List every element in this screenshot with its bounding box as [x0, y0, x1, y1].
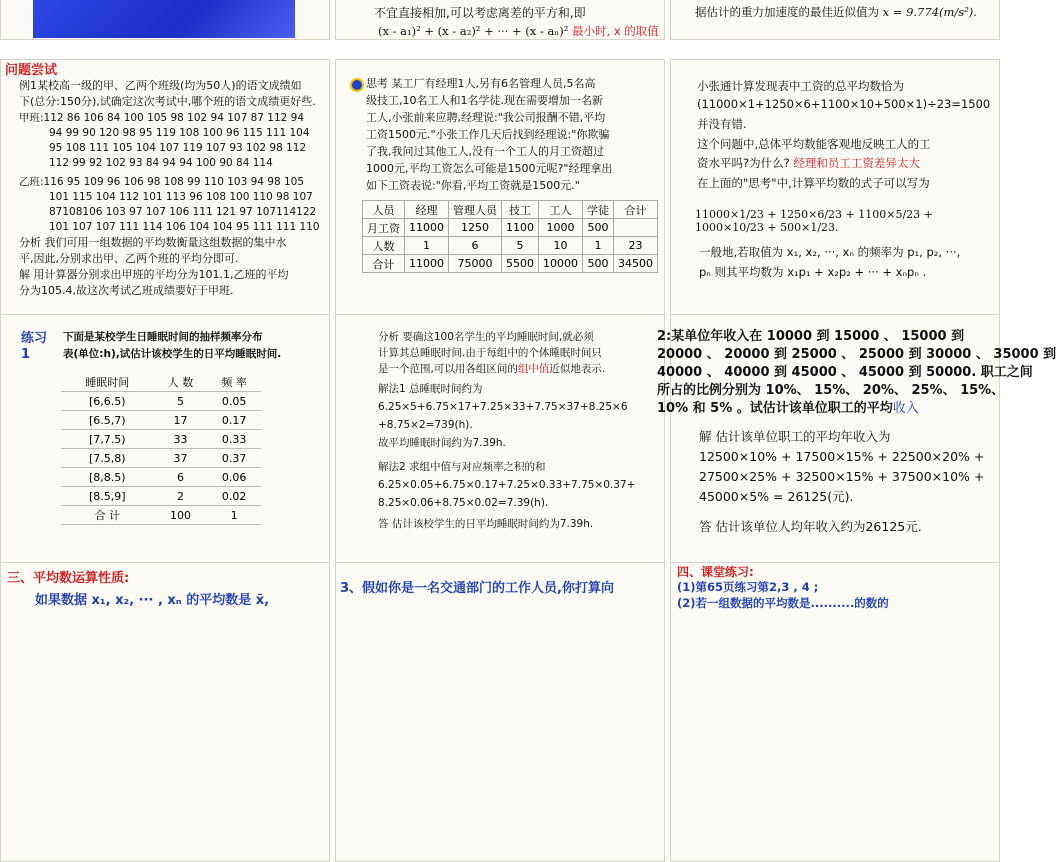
table-cell: 合计 — [614, 201, 658, 219]
slide-top-right — [670, 0, 1000, 40]
table-row — [61, 468, 261, 487]
table-cell: 5 — [502, 237, 539, 255]
table-cell: 工人 — [539, 201, 583, 219]
think-line: 思考 某工厂有经理1人,另有6名管理人员,5名高 — [366, 77, 596, 90]
analysis-line — [378, 363, 605, 376]
table-cell: 37 — [154, 449, 208, 468]
class-a-row: 112 99 92 102 93 84 94 94 100 90 84 114 — [49, 157, 273, 169]
table-cell: 2 — [154, 487, 208, 506]
table-cell: 34500 — [614, 255, 658, 273]
class-a-row: 甲班:112 86 106 84 100 105 98 102 94 107 87 112 94 — [19, 112, 305, 124]
table-cell: [7.5,8) — [61, 449, 154, 468]
calc-line: 这个问题中,总体平均数能客观地反映工人的工 — [697, 137, 931, 151]
think-line: 级技工,10名工人和1名学徒.现在需要增加一名新 — [366, 94, 603, 107]
slide-top-middle — [335, 0, 665, 40]
table-cell: 11000 — [405, 255, 449, 273]
exercise-line: (1)第65页练习第2,3 , 4 ; — [677, 580, 819, 594]
question-title: 3、假如你是一名交通部门的工作人员,你打算向 — [340, 581, 614, 596]
answer-line: 答 估计该单位人均年收入约为26125元. — [699, 519, 922, 534]
table-cell: 0.33 — [207, 430, 261, 449]
table-cell: 100 — [154, 506, 208, 525]
solution-2-line: 解法2 求组中值与对应频率之积的和 — [378, 461, 546, 473]
table-cell: 0.02 — [207, 487, 261, 506]
exercise-title: 练习1 — [21, 331, 48, 362]
slide-class-exercise — [670, 562, 1000, 862]
table-cell: 经理 — [405, 201, 449, 219]
table-cell — [614, 219, 658, 237]
table-cell: [7,7.5) — [61, 430, 154, 449]
table-cell: 5500 — [502, 255, 539, 273]
calc-line: (11000×1+1250×6+1100×10+500×1)÷23=1500 — [697, 97, 991, 111]
section-title: 四、课堂练习: — [677, 565, 754, 579]
solution-line: 27500×25% + 32500×15% + 37500×10% + — [699, 469, 985, 484]
table-cell: 合 计 — [61, 506, 154, 525]
solution-2-line: 6.25×0.05+6.75×0.17+7.25×0.33+7.75×0.37+ — [378, 479, 636, 491]
section-title: 三、平均数运算性质: — [7, 571, 130, 586]
solution-line: 解 用计算器分别求出甲班的平均分为101.1,乙班的平均 — [19, 268, 289, 281]
formula-body: (x - a₁)² + (x - a₂)² + ··· + (x - aₙ)² — [378, 24, 569, 38]
class-b-row: 乙班:116 95 109 96 106 98 108 99 110 103 94 98 105 — [19, 176, 305, 188]
solution-line: 12500×10% + 17500×15% + 22500×20% + — [699, 449, 985, 464]
analysis-line: 分析 我们可用一组数据的平均数衡量这组数据的集中水 — [19, 236, 287, 249]
table-cell: 500 — [583, 255, 614, 273]
think-line: 1000元,平均工资怎么可能是1500元呢?"经理拿出 — [366, 162, 613, 175]
question-text: 资水平吗?为什么? — [697, 156, 790, 170]
table-row — [363, 255, 658, 273]
example-intro-2: 下(总分:150分),试确定这次考试中,哪个班的语文成绩更好些. — [19, 95, 316, 108]
table-cell: 1 — [207, 506, 261, 525]
solution-1-line: 解法1 总睡眠时间约为 — [378, 383, 483, 395]
class-a-row: 94 99 90 120 98 95 119 108 100 96 115 111 104 — [49, 127, 310, 139]
gravity-value: x = 9.774(m/s²). — [882, 5, 977, 19]
table-cell: 33 — [154, 430, 208, 449]
table-cell: 1100 — [502, 219, 539, 237]
table-header — [61, 373, 261, 392]
question-text: 10% 和 5% 。试估计该单位职工的平均 — [657, 401, 893, 416]
table-row — [61, 449, 261, 468]
table-cell: 技工 — [502, 201, 539, 219]
table-row — [363, 237, 658, 255]
table-cell: 11000 — [405, 219, 449, 237]
slide-traffic-question — [335, 562, 665, 862]
table-cell: 人数 — [363, 237, 405, 255]
table-cell: 1 — [583, 237, 614, 255]
table-cell: 0.17 — [207, 411, 261, 430]
table-cell: 1250 — [449, 219, 502, 237]
exercise-line: (2)若一组数据的平均数是..........的数的 — [677, 596, 889, 610]
wage-table — [362, 200, 658, 273]
class-a-row: 95 108 111 105 104 107 119 107 93 102 98 112 — [49, 142, 307, 154]
table-row — [363, 201, 658, 219]
class-b-row: 101 115 104 112 101 113 96 108 100 110 98 107 — [49, 191, 313, 203]
table-cell: 23 — [614, 237, 658, 255]
gravity-text — [695, 6, 977, 20]
table-cell: 合计 — [363, 255, 405, 273]
analysis-line: 平,因此,分别求出甲、乙两个班的平均分即可. — [19, 252, 239, 265]
mid-value-highlight: 组中值 — [517, 363, 550, 375]
calc-line: 并没有错. — [697, 117, 747, 131]
exercise-question: 表(单位:h),试估计该校学生的日平均睡眠时间. — [63, 348, 282, 360]
think-line: 了我,我问过其他工人,没有一个工人的月工资超过 — [366, 145, 604, 158]
table-row — [61, 392, 261, 411]
property-line: 如果数据 x₁, x₂, ··· , xₙ 的平均数是 x̄, — [35, 593, 270, 608]
variance-text: 不宜直接相加,可以考虑离差的平方和,即 — [374, 6, 586, 20]
think-line: 工人,小张前来应聘,经理说:"我公司报酬不错,平均 — [366, 111, 606, 124]
think-line: 工资1500元."小张工作几天后找到经理说:"你欺骗 — [366, 128, 610, 141]
class-b-row: 101 107 107 111 114 106 104 104 95 111 111 110 — [49, 221, 320, 233]
question-line: 所占的比例分别为 10%、 15%、 20%、 25%、 15%、 — [657, 383, 1005, 398]
solution-line: 45000×5% = 26125(元). — [699, 489, 854, 504]
question-line: 20000 、 20000 到 25000 、 25000 到 30000 、 35000 到 — [657, 347, 1056, 362]
header-cell: 人 数 — [154, 373, 208, 392]
table-cell: [6.5,7) — [61, 411, 154, 430]
table-row — [61, 411, 261, 430]
table-cell: 0.37 — [207, 449, 261, 468]
table-cell: 1 — [405, 237, 449, 255]
table-cell: [6,6.5) — [61, 392, 154, 411]
class-b-row: 87108106 103 97 107 106 111 121 97 107114122 — [49, 206, 317, 218]
table-cell: 5 — [154, 392, 208, 411]
question-line: 2:某单位年收入在 10000 到 15000 、 15000 到 — [657, 329, 965, 344]
table-row — [61, 506, 261, 525]
slide-mean-properties — [0, 562, 330, 862]
analysis-tail: 近似地表示. — [549, 363, 606, 375]
table-row — [61, 487, 261, 506]
question-line: 40000 、 40000 到 45000 、 45000 到 50000. 职工之间 — [657, 365, 1033, 380]
slide-top-left — [0, 0, 330, 40]
exercise-question: 下面是某校学生日睡眠时间的抽样频率分布 — [63, 331, 263, 343]
table-cell: 0.06 — [207, 468, 261, 487]
solution-2-line: 8.25×0.06+8.75×0.02=7.39(h). — [378, 497, 549, 509]
solution-line: 分为105.4,故这次考试乙班成绩要好于甲班. — [19, 284, 234, 297]
table-cell: 500 — [583, 219, 614, 237]
analysis-text: 是一个范围,可以用各组区间的 — [378, 363, 518, 375]
calc-line: 小张通计算发现表中工资的总平均数恰为 — [697, 79, 904, 93]
table-cell: [8,8.5) — [61, 468, 154, 487]
header-cell: 睡眠时间 — [61, 373, 154, 392]
table-row — [61, 430, 261, 449]
answer-line: 答 估计该校学生的日平均睡眠时间约为7.39h. — [378, 518, 594, 530]
table-cell: 学徒 — [583, 201, 614, 219]
general-line: pₙ 则其平均数为 x₁p₁ + x₂p₂ + ··· + xₙpₙ . — [699, 265, 927, 279]
table-cell: 1000 — [539, 219, 583, 237]
analysis-line: 分析 要确这100名学生的平均睡眠时间,就必须 — [378, 331, 594, 343]
table-cell: 6 — [154, 468, 208, 487]
general-line: 一般地,若取值为 x₁, x₂, ···, xₙ 的频率为 p₁, p₂, ···, — [699, 245, 961, 259]
table-cell: 17 — [154, 411, 208, 430]
formula-tail: 最小时, x 的取值 — [572, 24, 659, 38]
analysis-line: 计算其总睡眠时间.由于每组中的个体睡眠时间只 — [378, 347, 602, 359]
solution-line: 解 估计该单位职工的平均年收入为 — [699, 429, 891, 444]
calc-line — [697, 157, 920, 171]
weighted-formula: 11000×1/23 + 1250×6/23 + 1100×5/23 + 1000×10/23 + 500×1/23. — [695, 208, 933, 235]
bullet-icon — [350, 78, 364, 92]
blue-banner-image — [33, 0, 295, 38]
answer-text: 经理和员工工资差异太大 — [793, 156, 920, 170]
solution-1-line: 6.25×5+6.75×17+7.25×33+7.75×37+8.25×6 — [378, 401, 628, 413]
formula-intro: 在上面的"思考"中,计算平均数的式子可以写为 — [697, 176, 930, 190]
table-cell: [8.5,9] — [61, 487, 154, 506]
table-cell: 人员 — [363, 201, 405, 219]
table-row — [363, 219, 658, 237]
variance-formula — [378, 25, 659, 39]
solution-1-line: +8.75×2=739(h). — [378, 419, 473, 431]
header-cell: 频 率 — [207, 373, 261, 392]
table-cell: 10000 — [539, 255, 583, 273]
section-title: 问题尝试 — [5, 63, 58, 78]
income-highlight: 收入 — [892, 401, 919, 416]
table-cell: 管理人员 — [449, 201, 502, 219]
sleep-table — [61, 373, 261, 525]
table-cell: 0.05 — [207, 392, 261, 411]
table-cell: 6 — [449, 237, 502, 255]
solution-1-line: 故平均睡眠时间约为7.39h. — [378, 437, 506, 449]
question-line — [657, 401, 919, 417]
gravity-label: 据估计的重力加速度的最佳近似值为 — [695, 5, 879, 19]
think-line: 如下工资表说:"你看,平均工资就是1500元." — [366, 179, 580, 192]
example-intro-1: 例1某校高一级的甲、乙两个班级(均为50人)的语文成绩如 — [19, 79, 302, 92]
table-cell: 月工资 — [363, 219, 405, 237]
table-cell: 75000 — [449, 255, 502, 273]
table-cell: 10 — [539, 237, 583, 255]
